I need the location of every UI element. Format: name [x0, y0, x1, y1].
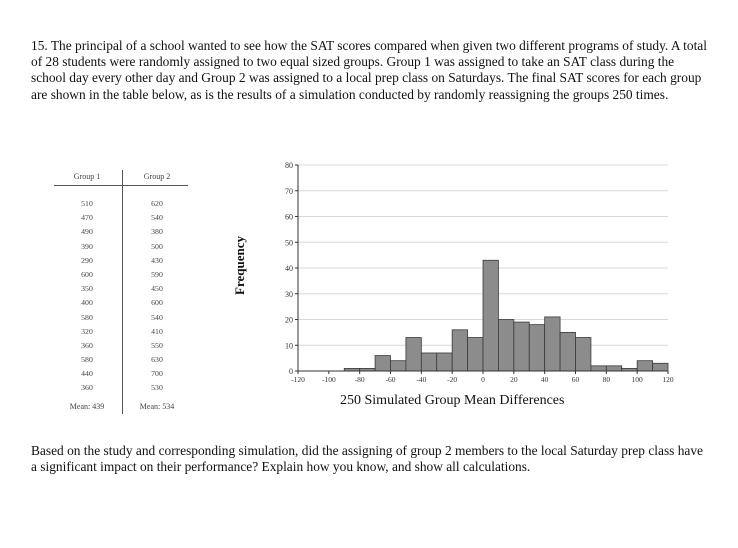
group1-header: Group 1 — [73, 172, 101, 181]
y-axis-label: Frequency — [232, 236, 247, 295]
group2-column — [124, 170, 190, 393]
table-cell: 590 — [151, 269, 163, 279]
table-column-divider — [122, 170, 123, 414]
table-cell: 360 — [81, 383, 93, 393]
y-tick-label: 0 — [289, 367, 293, 376]
table-cell: 380 — [151, 227, 163, 237]
group2-mean: Mean: 534 — [139, 402, 175, 411]
histogram-bar — [591, 366, 606, 371]
histogram-bar — [483, 260, 498, 371]
question-text: 15. The principal of a school wanted to see how the SAT scores compared when given two different programs of study. A total of 28 students were randomly assigned to two equal sized groups. Group 1 was assigned to take an SAT class during the school day every other day and Group 2 was assigned to a local prep class on Saturdays. The final SAT scores for each group are shown in the table below, as is the results of a simulation conducted by randomly reassigning the groups 250 times. — [31, 38, 707, 102]
x-tick-label: -40 — [416, 375, 427, 384]
histogram-bar — [406, 338, 421, 371]
table-cell: 620 — [151, 199, 163, 208]
x-tick-label: 100 — [631, 375, 643, 384]
histogram-bar — [529, 325, 544, 371]
histogram-bar — [391, 361, 406, 371]
y-tick-label: 70 — [285, 186, 293, 196]
y-tick-label: 10 — [285, 341, 293, 351]
table-cell: 540 — [151, 213, 163, 223]
histogram-bar — [452, 330, 467, 371]
table-cell: 550 — [151, 340, 163, 350]
y-tick-label: 60 — [285, 212, 293, 222]
followup-question: Based on the study and corresponding simulation, did the assigning of group 2 members to the local Saturday prep class have a significant impact on their performance? Explain how you know, and show all calculations. — [31, 443, 703, 475]
table-cell: 540 — [151, 312, 163, 322]
table-cell: 450 — [151, 284, 163, 294]
x-tick-label: 60 — [571, 375, 580, 384]
table-cell: 390 — [81, 241, 93, 251]
histogram-bar — [576, 338, 591, 371]
table-cell: 600 — [151, 298, 163, 308]
histogram-bar — [606, 366, 621, 371]
y-tick-label: 50 — [285, 238, 293, 248]
table-cell: 580 — [81, 312, 93, 322]
histogram-bar — [498, 320, 513, 372]
table-cell: 360 — [81, 340, 93, 350]
table-cell: 430 — [151, 255, 163, 265]
x-tick-label: 0 — [481, 375, 485, 384]
histogram-bar — [437, 353, 452, 371]
histogram-bar — [653, 363, 668, 371]
table-cell: 400 — [81, 298, 93, 308]
x-tick-label: 80 — [602, 375, 611, 384]
histogram-bar — [468, 338, 483, 371]
table-cell: 440 — [81, 369, 93, 379]
histogram-svg — [228, 155, 688, 390]
histogram-bar — [421, 353, 436, 371]
table-cell: 500 — [151, 241, 163, 251]
x-tick-label: 20 — [510, 375, 518, 384]
x-tick-label: -120 — [291, 375, 305, 384]
table-cell: 350 — [81, 284, 93, 294]
table-cell: 490 — [81, 227, 93, 237]
group1-column — [54, 170, 120, 393]
histogram-bar — [560, 332, 575, 371]
group2-values — [124, 197, 190, 396]
table-cell: 600 — [81, 269, 93, 279]
table-header-rule — [54, 185, 188, 186]
table-cell: 510 — [81, 199, 93, 208]
y-tick-label: 20 — [285, 315, 293, 325]
x-tick-label: -80 — [354, 375, 365, 384]
y-tick-label: 80 — [285, 161, 293, 170]
table-cell: 530 — [151, 383, 163, 393]
group1-mean: Mean: 439 — [69, 402, 105, 411]
histogram-bar — [545, 317, 560, 371]
table-cell: 470 — [81, 213, 93, 223]
x-tick-label: -100 — [321, 375, 336, 384]
table-cell: 290 — [81, 255, 93, 265]
x-axis-label: 250 Simulated Group Mean Differences — [340, 393, 565, 408]
y-tick-label: 40 — [285, 264, 293, 273]
histogram-bar — [514, 322, 529, 371]
group1-values — [54, 197, 120, 396]
y-tick-label: 30 — [285, 289, 293, 299]
table-cell: 700 — [151, 369, 163, 379]
x-tick-label: 120 — [662, 375, 674, 384]
table-cell: 410 — [151, 326, 163, 336]
group2-header: Group 2 — [143, 172, 171, 181]
histogram-bar — [637, 361, 652, 371]
simulation-histogram — [228, 155, 688, 415]
histogram-bar — [375, 356, 390, 371]
x-tick-label: 40 — [540, 375, 549, 384]
table-cell: 580 — [81, 355, 93, 365]
x-tick-label: -60 — [385, 375, 396, 384]
x-tick-label: -20 — [447, 375, 458, 384]
table-cell: 320 — [81, 326, 93, 336]
table-cell: 630 — [151, 355, 163, 365]
